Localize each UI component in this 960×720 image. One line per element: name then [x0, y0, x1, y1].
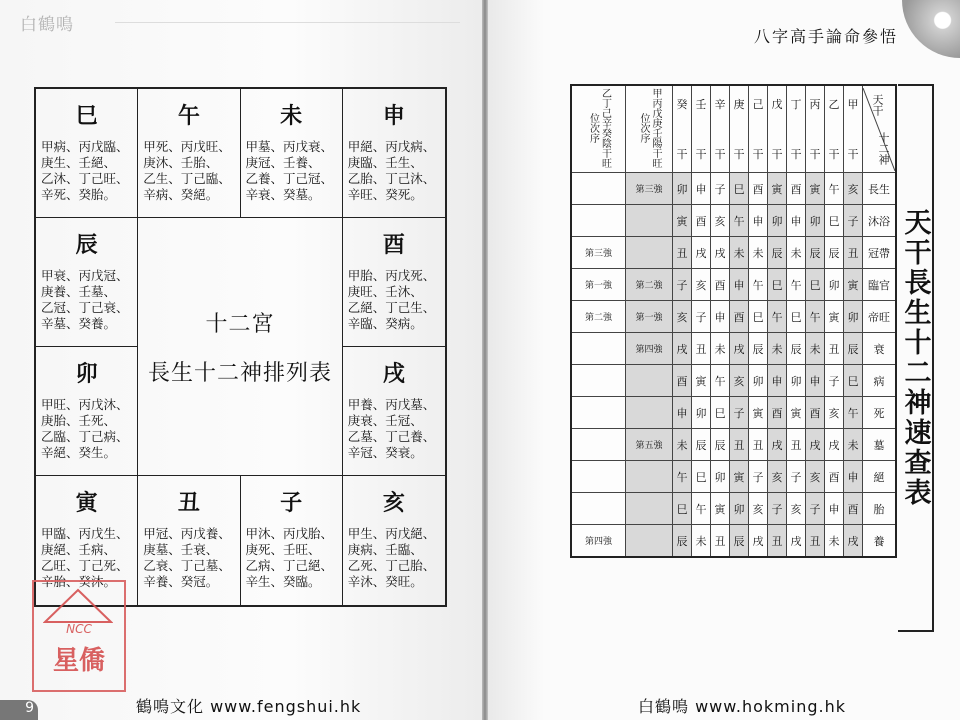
branch-cell: 辰 [692, 429, 711, 461]
palace-cell [138, 89, 240, 218]
header-stem-cell [711, 85, 730, 173]
palace-line: 乙死、丁己胎、 [347, 558, 436, 573]
branch-cell: 午 [692, 493, 711, 525]
branch-cell: 戌 [806, 429, 825, 461]
header-stem-cell [692, 85, 711, 173]
god-name-cell: 長生 [863, 173, 897, 205]
branch-cell: 丑 [730, 429, 749, 461]
header-logo-text: 白鶴鳴 [20, 15, 74, 35]
yin-rank-cell [571, 429, 626, 461]
yin-rank-cell [571, 205, 626, 237]
palace-cell [343, 347, 445, 476]
branch-cell: 未 [806, 333, 825, 365]
branch-cell: 子 [692, 301, 711, 333]
table-row [571, 237, 896, 269]
yang-rank-cell: 第三強 [626, 173, 673, 205]
branch-cell: 巳 [806, 269, 825, 301]
branch-cell: 酉 [825, 461, 844, 493]
header-stem-cell [787, 85, 806, 173]
table-row [571, 525, 896, 558]
branch-cell: 巳 [749, 301, 768, 333]
yang-rank-cell [626, 461, 673, 493]
branch-cell: 寅 [806, 173, 825, 205]
header-stem-char: 庚 [733, 98, 745, 111]
branch-cell: 亥 [711, 205, 730, 237]
branch-cell: 丑 [673, 237, 692, 269]
branch-cell: 卯 [692, 397, 711, 429]
branch-cell: 子 [806, 493, 825, 525]
branch-cell: 丑 [692, 333, 711, 365]
branch-cell: 子 [711, 173, 730, 205]
yang-rank-cell: 第二強 [626, 269, 673, 301]
palace-line: 甲衰、丙戊冠、 [41, 268, 129, 283]
branch-cell: 申 [768, 365, 787, 397]
table-title: 天干長生十二神速查表 [899, 208, 931, 508]
triangle-icon [43, 588, 113, 624]
table-row [571, 205, 896, 237]
branch-cell: 丑 [787, 429, 806, 461]
branch-label: 丑 [177, 491, 200, 516]
palace-line: 乙絕、丁己生、 [347, 300, 436, 315]
header-yin-text: 乙丁己辛癸陰干旺位次序 [587, 87, 611, 168]
palace-grid [34, 87, 447, 607]
branch-cell: 巳 [768, 269, 787, 301]
header-stem-char: 壬 [695, 98, 707, 111]
branch-cell: 申 [730, 269, 749, 301]
branch-label: 巳 [75, 104, 98, 129]
header-stem-cell [730, 85, 749, 173]
branch-cell: 未 [787, 237, 806, 269]
palace-line: 庚病、壬臨、 [347, 542, 423, 557]
branch-cell: 亥 [768, 461, 787, 493]
branch-cell: 卯 [844, 301, 863, 333]
yin-rank-cell: 第三強 [571, 237, 626, 269]
branch-cell: 寅 [692, 365, 711, 397]
palace-line: 辛養、癸冠。 [143, 574, 219, 589]
branch-cell: 酉 [673, 365, 692, 397]
table-title-box [898, 84, 934, 632]
left-footer: 鶴鳴文化 www.fengshui.hk [136, 697, 362, 716]
branch-cell: 卯 [673, 173, 692, 205]
yin-rank-cell [571, 493, 626, 525]
header-rule [115, 22, 460, 23]
header-stem-char: 辛 [714, 98, 726, 111]
branch-cell: 寅 [711, 493, 730, 525]
palace-cell [343, 89, 445, 218]
palace-line: 乙養、丁己冠、 [245, 171, 334, 186]
yang-rank-cell: 第五強 [626, 429, 673, 461]
growth-table [570, 84, 897, 558]
god-name-cell: 沐浴 [863, 205, 897, 237]
header-stem-suffix: 干 [733, 148, 745, 161]
branch-cell: 丑 [711, 525, 730, 558]
table-row [571, 429, 896, 461]
god-name-cell: 病 [863, 365, 897, 397]
palace-cell [241, 476, 343, 605]
table-row [571, 397, 896, 429]
palace-cell [343, 218, 445, 347]
branch-label: 子 [280, 491, 303, 516]
yang-rank-cell: 第一強 [626, 301, 673, 333]
branch-cell: 酉 [692, 205, 711, 237]
branch-cell: 亥 [787, 493, 806, 525]
palace-line: 甲胎、丙戊死、 [347, 268, 436, 283]
palace-cell [138, 476, 240, 605]
yang-rank-cell [626, 205, 673, 237]
yin-rank-cell [571, 333, 626, 365]
header-stem-char: 丙 [809, 98, 821, 111]
branch-cell: 巳 [711, 397, 730, 429]
branch-cell: 午 [787, 269, 806, 301]
yin-rank-cell: 第四強 [571, 525, 626, 558]
branch-cell: 寅 [673, 205, 692, 237]
stamp-bottom-text: 星僑 [52, 646, 105, 676]
table-row [571, 173, 896, 205]
branch-cell: 酉 [768, 397, 787, 429]
branch-cell: 丑 [768, 525, 787, 558]
branch-label: 寅 [75, 491, 98, 516]
branch-cell: 未 [749, 237, 768, 269]
branch-cell: 辰 [711, 429, 730, 461]
palace-line: 甲墓、丙戊衰、 [245, 139, 334, 154]
header-stem-cell [825, 85, 844, 173]
palace-line: 辛沐、癸旺。 [347, 574, 423, 589]
branch-label: 戌 [382, 362, 405, 387]
branch-cell: 申 [787, 205, 806, 237]
header-stem-char: 乙 [828, 98, 840, 111]
branch-cell: 午 [673, 461, 692, 493]
palace-line: 辛絕、癸生。 [41, 445, 117, 460]
palace-line: 庚墓、壬衰、 [143, 542, 219, 557]
header-stem-suffix: 干 [771, 148, 783, 161]
palace-line: 乙臨、丁己病、 [41, 429, 129, 444]
branch-label: 亥 [382, 491, 405, 516]
palace-line: 辛墓、癸養。 [41, 316, 117, 331]
branch-cell: 亥 [692, 269, 711, 301]
table-header-row [571, 85, 896, 173]
branch-cell: 午 [711, 365, 730, 397]
branch-cell: 酉 [806, 397, 825, 429]
table-row [571, 269, 896, 301]
branch-cell: 未 [730, 237, 749, 269]
branch-cell: 丑 [749, 429, 768, 461]
header-stem-char: 戊 [771, 98, 783, 111]
palace-cell [343, 476, 445, 605]
branch-cell: 未 [711, 333, 730, 365]
palace-line: 庚生、壬絕、 [41, 155, 117, 170]
palace-line: 庚死、壬旺、 [245, 542, 321, 557]
palace-center [138, 218, 343, 476]
branch-label: 卯 [75, 362, 98, 387]
palace-line: 辛生、癸臨。 [245, 574, 321, 589]
branch-label: 酉 [382, 233, 405, 258]
branch-cell: 酉 [844, 493, 863, 525]
table-row [571, 301, 896, 333]
header-yang-order [626, 85, 673, 173]
header-corner-cell [863, 85, 897, 173]
branch-cell: 未 [692, 525, 711, 558]
palace-line: 辛病、癸絕。 [143, 187, 219, 202]
header-yang-text: 甲丙戊庚壬陽干旺位次序 [638, 87, 661, 168]
branch-cell: 卯 [749, 365, 768, 397]
palace-line: 甲死、丙戊旺、 [143, 139, 231, 154]
table-row [571, 365, 896, 397]
palace-cell [36, 89, 138, 218]
table-body [571, 173, 896, 558]
god-name-cell: 臨官 [863, 269, 897, 301]
branch-cell: 子 [787, 461, 806, 493]
branch-cell: 亥 [730, 365, 749, 397]
header-stem-char: 丁 [790, 98, 802, 111]
branch-cell: 辰 [768, 237, 787, 269]
branch-cell: 戌 [844, 525, 863, 558]
branch-cell: 未 [768, 333, 787, 365]
palace-line: 庚臨、壬生、 [347, 155, 423, 170]
palace-line: 乙病、丁己絕、 [245, 558, 334, 573]
branch-cell: 酉 [787, 173, 806, 205]
branch-cell: 巳 [787, 301, 806, 333]
branch-cell: 申 [844, 461, 863, 493]
palace-center-subtitle: 長生十二神排列表 [147, 360, 332, 386]
palace-line: 辛旺、癸死。 [347, 187, 423, 202]
header-stem-char: 甲 [847, 98, 859, 111]
palace-line: 甲冠、丙戊養、 [143, 526, 231, 541]
palace-line: 甲病、丙戊臨、 [41, 139, 129, 154]
table-row [571, 333, 896, 365]
branch-cell: 申 [673, 397, 692, 429]
branch-cell: 巳 [692, 461, 711, 493]
yang-rank-cell [626, 397, 673, 429]
header-stem-char: 癸 [676, 98, 688, 111]
stamp-top-text: NCC [66, 622, 92, 636]
branch-cell: 戌 [730, 333, 749, 365]
branch-cell: 午 [768, 301, 787, 333]
branch-cell: 子 [749, 461, 768, 493]
branch-cell: 寅 [844, 269, 863, 301]
palace-line: 庚冠、壬養、 [245, 155, 321, 170]
palace-cell [241, 89, 343, 218]
yang-rank-cell: 第四強 [626, 333, 673, 365]
palace-line: 庚沐、壬胎、 [143, 155, 219, 170]
branch-cell: 卯 [730, 493, 749, 525]
branch-cell: 午 [844, 397, 863, 429]
branch-label: 未 [280, 104, 303, 129]
branch-cell: 酉 [711, 269, 730, 301]
palace-line: 庚旺、壬沐、 [347, 284, 423, 299]
branch-cell: 申 [825, 493, 844, 525]
branch-cell: 戌 [711, 237, 730, 269]
branch-cell: 亥 [673, 301, 692, 333]
branch-cell: 申 [806, 365, 825, 397]
god-name-cell: 衰 [863, 333, 897, 365]
palace-line: 甲沐、丙戊胎、 [245, 526, 334, 541]
palace-line: 乙旺、丁己死、 [41, 558, 129, 573]
branch-cell: 寅 [730, 461, 749, 493]
yin-rank-cell: 第一強 [571, 269, 626, 301]
yang-rank-cell [626, 525, 673, 558]
god-name-cell: 養 [863, 525, 897, 558]
branch-cell: 亥 [806, 461, 825, 493]
branch-cell: 戌 [749, 525, 768, 558]
header-stem-suffix: 干 [847, 148, 859, 161]
branch-cell: 午 [749, 269, 768, 301]
header-stem-suffix: 干 [714, 148, 726, 161]
branch-cell: 卯 [806, 205, 825, 237]
branch-cell: 寅 [768, 173, 787, 205]
header-stem-suffix: 干 [790, 148, 802, 161]
branch-cell: 卯 [768, 205, 787, 237]
palace-line: 辛臨、癸病。 [347, 316, 423, 331]
branch-cell: 未 [673, 429, 692, 461]
header-stem-cell [806, 85, 825, 173]
branch-cell: 酉 [730, 301, 749, 333]
palace-line: 乙衰、丁己墓、 [143, 558, 231, 573]
palace-line: 乙冠、丁己衰、 [41, 300, 129, 315]
branch-cell: 申 [711, 301, 730, 333]
palace-cell [36, 347, 138, 476]
yin-rank-cell [571, 173, 626, 205]
branch-cell: 寅 [825, 301, 844, 333]
palace-line: 辛胎、癸沐。 [41, 574, 117, 589]
publisher-stamp [32, 580, 126, 692]
branch-cell: 戌 [787, 525, 806, 558]
corner-god-label: 十二神 [877, 131, 890, 165]
palace-line: 乙生、丁己臨、 [143, 171, 231, 186]
palace-line: 乙胎、丁己沐、 [347, 171, 436, 186]
branch-cell: 寅 [787, 397, 806, 429]
header-stem-cell [768, 85, 787, 173]
branch-cell: 卯 [825, 269, 844, 301]
palace-line: 甲臨、丙戊生、 [41, 526, 129, 541]
branch-cell: 戌 [768, 429, 787, 461]
branch-cell: 巳 [844, 365, 863, 397]
table-row [571, 493, 896, 525]
yang-rank-cell [626, 237, 673, 269]
god-name-cell: 墓 [863, 429, 897, 461]
branch-label: 午 [177, 104, 200, 129]
palace-line: 辛衰、癸墓。 [245, 187, 321, 202]
branch-cell: 午 [825, 173, 844, 205]
branch-cell: 戌 [692, 237, 711, 269]
branch-cell: 子 [844, 205, 863, 237]
right-footer: 白鶴鳴 www.hokming.hk [638, 697, 846, 716]
branch-cell: 丑 [806, 525, 825, 558]
header-stem-suffix: 干 [752, 148, 764, 161]
branch-cell: 巳 [673, 493, 692, 525]
branch-cell: 申 [692, 173, 711, 205]
header-stem-suffix: 干 [695, 148, 707, 161]
palace-line: 甲旺、丙戊沐、 [41, 397, 129, 412]
branch-cell: 辰 [825, 237, 844, 269]
branch-cell: 辰 [749, 333, 768, 365]
branch-cell: 卯 [787, 365, 806, 397]
yang-rank-cell [626, 493, 673, 525]
branch-cell: 亥 [825, 397, 844, 429]
branch-label: 辰 [75, 233, 98, 258]
god-name-cell: 冠帶 [863, 237, 897, 269]
god-name-cell: 絕 [863, 461, 897, 493]
branch-cell: 丑 [844, 237, 863, 269]
palace-line: 庚養、壬墓、 [41, 284, 117, 299]
palace-line: 庚衰、壬冠、 [347, 413, 423, 428]
palace-line: 甲絕、丙戊病、 [347, 139, 436, 154]
branch-cell: 子 [825, 365, 844, 397]
header-stem-cell [749, 85, 768, 173]
header-stem-suffix: 干 [809, 148, 821, 161]
palace-line: 庚絕、壬病、 [41, 542, 117, 557]
palace-line: 乙墓、丁己養、 [347, 429, 436, 444]
branch-cell: 辰 [673, 525, 692, 558]
header-stem-cell [844, 85, 863, 173]
yin-rank-cell: 第二強 [571, 301, 626, 333]
branch-cell: 亥 [844, 173, 863, 205]
branch-cell: 巳 [730, 173, 749, 205]
palace-line: 甲養、丙戊墓、 [347, 397, 436, 412]
palace-center-title: 十二宮 [205, 311, 275, 337]
branch-cell: 午 [806, 301, 825, 333]
branch-cell: 巳 [825, 205, 844, 237]
palace-line: 甲生、丙戊絕、 [347, 526, 436, 541]
branch-cell: 子 [673, 269, 692, 301]
god-name-cell: 死 [863, 397, 897, 429]
meditation-logo-icon [902, 0, 960, 58]
branch-cell: 寅 [749, 397, 768, 429]
branch-cell: 申 [749, 205, 768, 237]
branch-cell: 戌 [825, 429, 844, 461]
branch-cell: 亥 [749, 493, 768, 525]
yin-rank-cell [571, 397, 626, 429]
branch-cell: 辰 [844, 333, 863, 365]
header-yin-order [571, 85, 626, 173]
header-stem-suffix: 干 [676, 148, 688, 161]
branch-cell: 酉 [749, 173, 768, 205]
palace-line: 辛冠、癸衰。 [347, 445, 423, 460]
branch-cell: 未 [825, 525, 844, 558]
corner-stem-label: 天干 [871, 93, 884, 116]
branch-cell: 戌 [673, 333, 692, 365]
branch-cell: 午 [730, 205, 749, 237]
yang-rank-cell [626, 365, 673, 397]
branch-cell: 子 [768, 493, 787, 525]
palace-line: 庚胎、壬死、 [41, 413, 117, 428]
palace-line: 乙沐、丁己旺、 [41, 171, 129, 186]
header-stem-cell [673, 85, 692, 173]
god-name-cell: 胎 [863, 493, 897, 525]
palace-line: 辛死、癸胎。 [41, 187, 117, 202]
table-row [571, 461, 896, 493]
god-name-cell: 帝旺 [863, 301, 897, 333]
branch-label: 申 [382, 104, 405, 129]
branch-cell: 辰 [787, 333, 806, 365]
branch-cell: 子 [730, 397, 749, 429]
header-stem-suffix: 干 [828, 148, 840, 161]
branch-cell: 辰 [806, 237, 825, 269]
palace-cell [36, 218, 138, 347]
yin-rank-cell [571, 461, 626, 493]
branch-cell: 未 [844, 429, 863, 461]
header-stem-char: 己 [752, 98, 764, 111]
page-number: 9 [0, 700, 38, 720]
branch-cell: 卯 [711, 461, 730, 493]
branch-cell: 丑 [825, 333, 844, 365]
branch-cell: 辰 [730, 525, 749, 558]
header-title: 八字高手論命參悟 [753, 27, 898, 46]
yin-rank-cell [571, 365, 626, 397]
